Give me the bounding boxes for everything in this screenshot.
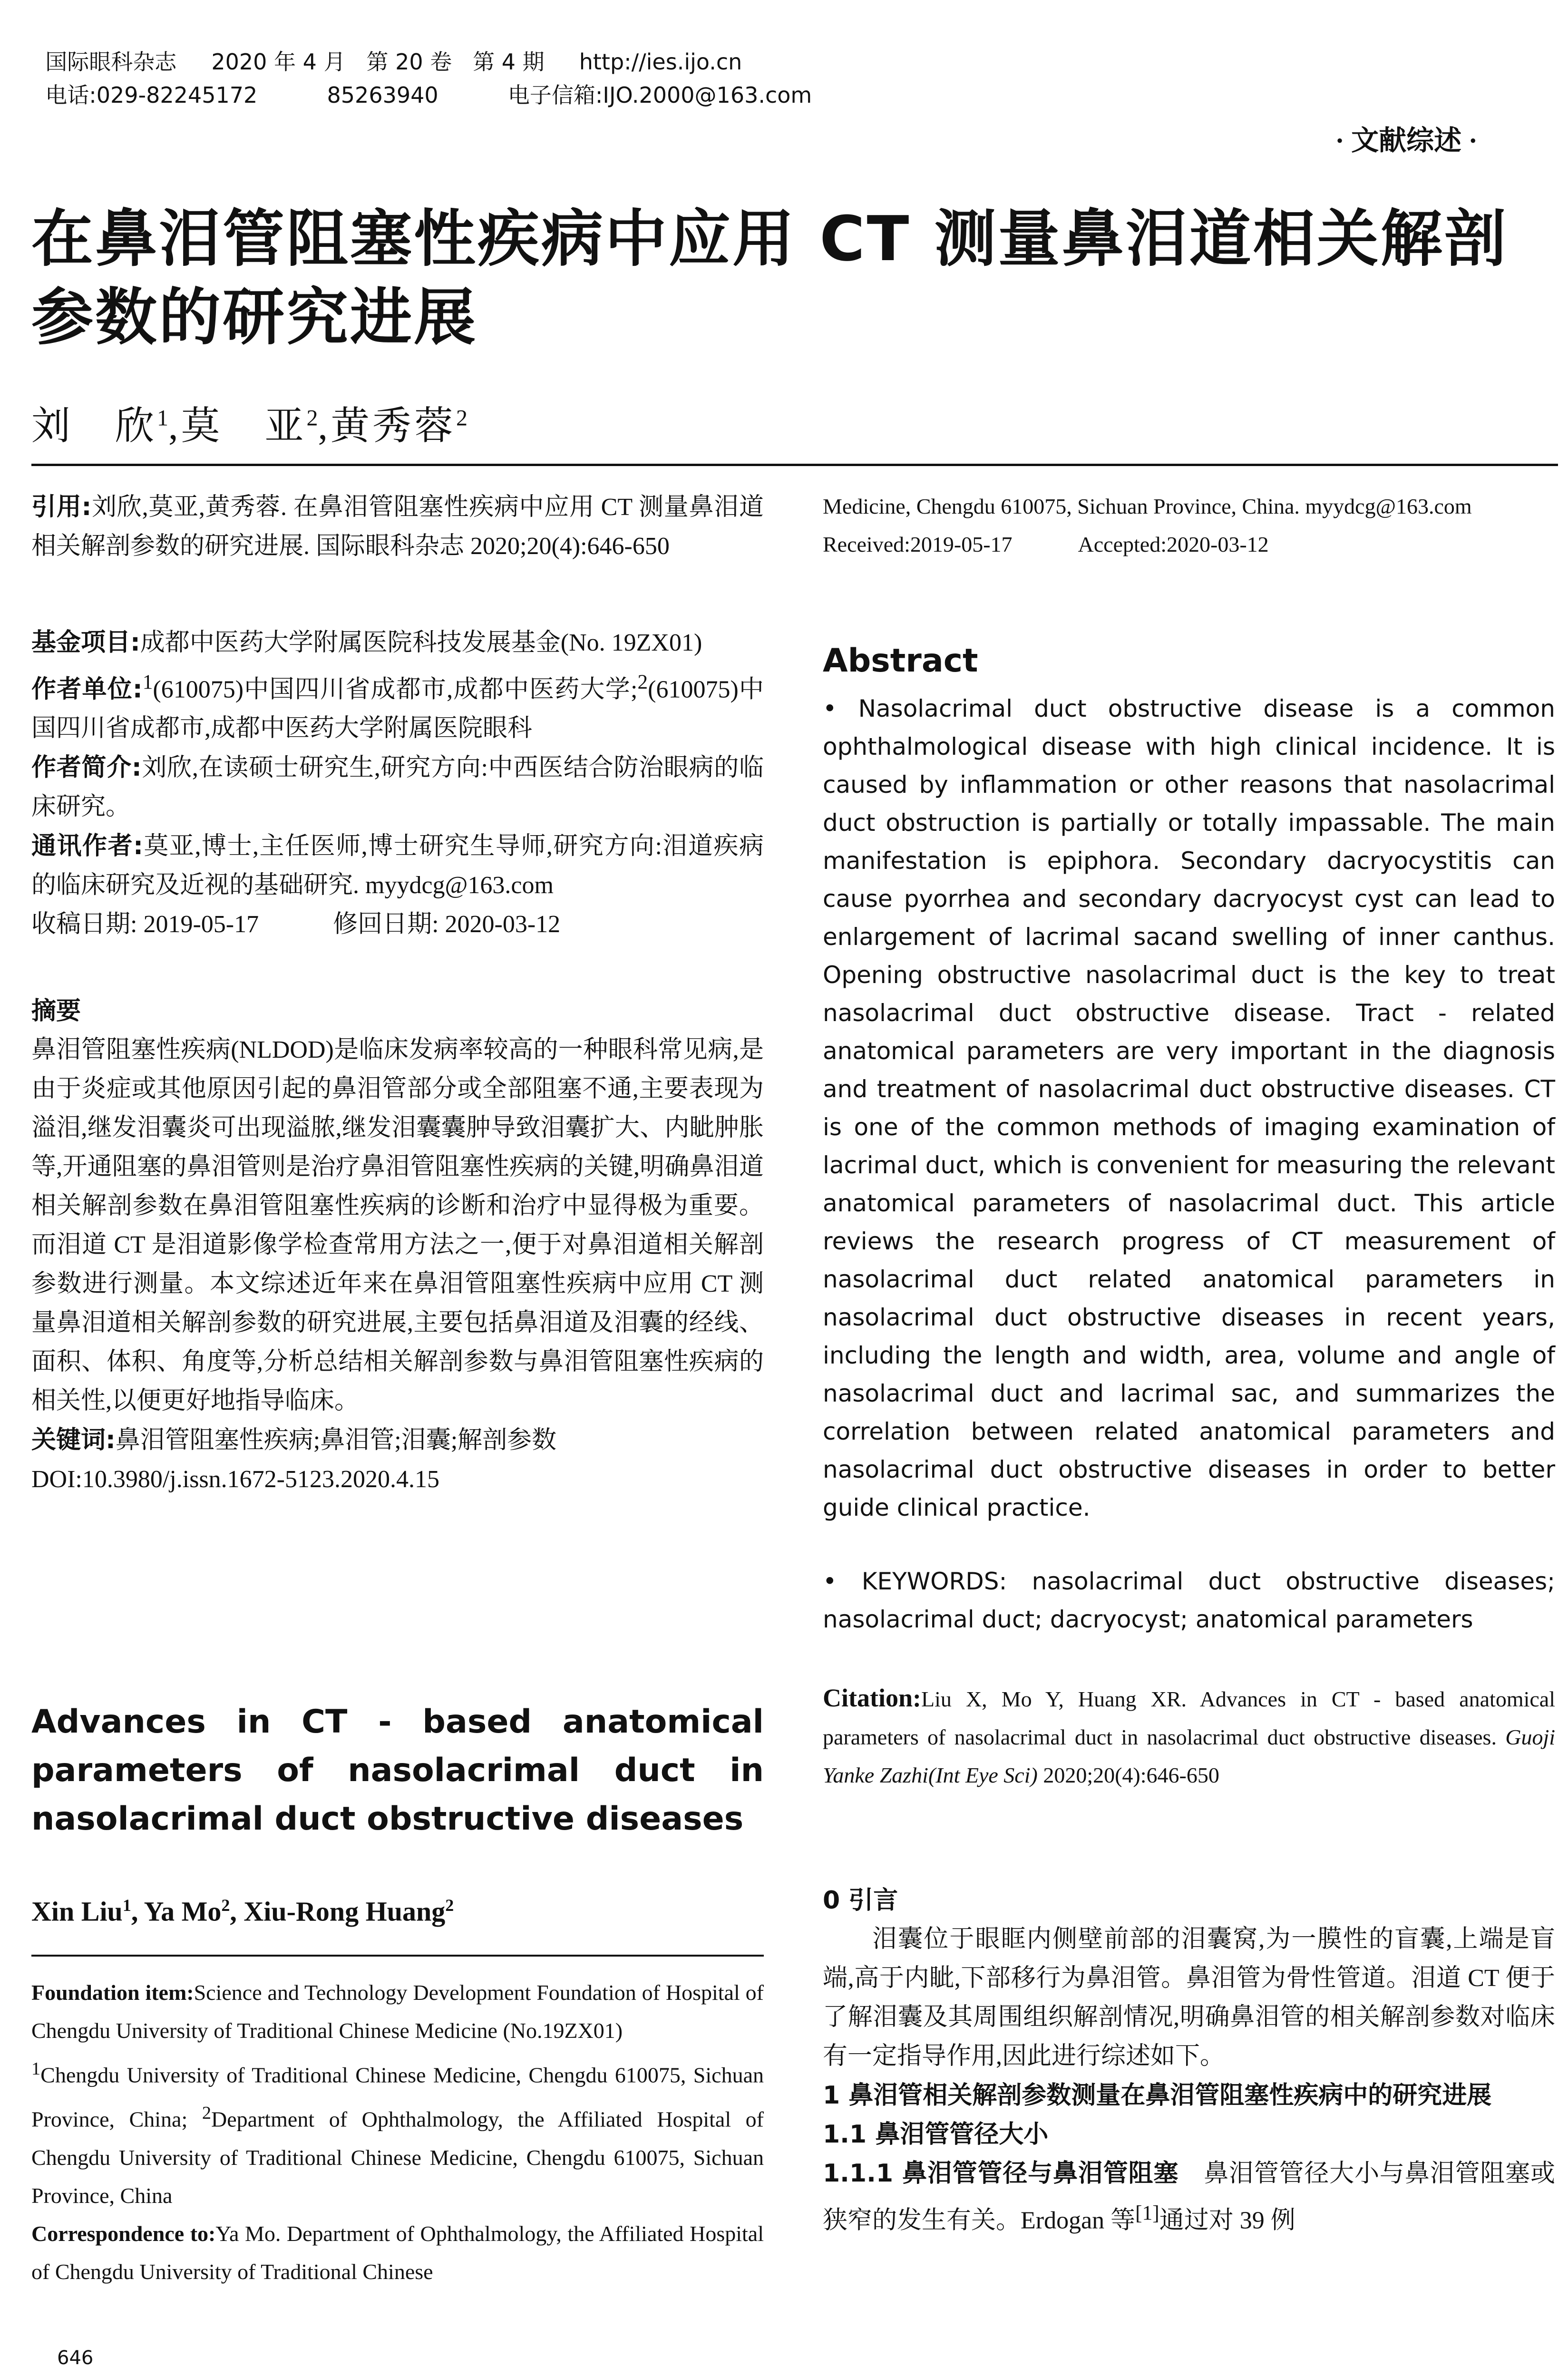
en-aff-text-1: Chengdu University of Traditional Chinese Medicine, Chengdu 610075, Sichuan Province, China; (31, 2063, 764, 2132)
section-1-1-1-text: 鼻泪管管径大小与鼻泪管阻塞或狭窄的发生有关。Erdogan 等 (823, 2160, 1555, 2234)
citation-en (823, 1679, 1555, 1794)
citation-cn-label: 引用: (31, 493, 92, 521)
en-accepted: Accepted:2020-03-12 (1078, 532, 1269, 556)
author-line (31, 395, 467, 450)
dates-cn: 收稿日期: 2019-05-17 修回日期: 2020-03-12 (31, 911, 561, 938)
section-0-text: 泪囊位于眼眶内侧壁前部的泪囊窝,为一膜性的盲囊,上端是盲端,高于内眦,下部移行为鼻泪管。鼻泪管为骨性管道。泪道 CT 便于了解泪囊及其周围组织解剖情况,明确鼻泪管的相关解剖参数对临床有一定指导作用,因此进行综述如下。 (823, 1926, 1555, 2070)
section-tag: · 文献综述 · (1335, 125, 1478, 156)
fund-cn-text: 成都中医药大学附属医院科技发展基金(No. 19ZX01) (140, 629, 702, 656)
page-number: 646 (57, 2347, 94, 2369)
en-fund (31, 1974, 764, 2050)
left-column (31, 487, 764, 1499)
en-corr-text: Ya Mo. Department of Ophthalmology, the Affiliated Hospital of Chengdu University of Traditional Chinese (31, 2221, 764, 2284)
en-affiliations (31, 2050, 764, 2215)
en-aff-sup-2: 2 (202, 2103, 211, 2124)
en-dates (823, 526, 1555, 564)
citation-en-para (823, 1679, 1555, 1794)
journal-email: 电子信箱:IJO.2000@163.com (507, 82, 812, 108)
section-1-1-1 (823, 2154, 1555, 2240)
fund-cn (31, 623, 764, 662)
en-aff-text-2: Department of Ophthalmology, the Affiliated Hospital of Chengdu University of Traditional Chinese Medicine, Chengdu 610075, Sichuan Province, China (31, 2107, 764, 2208)
citation-en-end: 2020;20(4):646-650 (1043, 1763, 1219, 1787)
unit-cn-text-2: (610075)中国四川省成都市,成都中医药大学附属医院眼科 (31, 676, 764, 742)
unit-cn-label: 作者单位: (31, 675, 143, 704)
author-1-affil: 1 (157, 405, 169, 431)
en-corr-label: Correspondence to: (31, 2221, 216, 2246)
citation-en-text: Liu X, Mo Y, Huang XR. Advances in CT - based anatomical parameters of nasolacrimal duct in nasolacrimal duct obstructive diseases. (823, 1687, 1555, 1749)
unit-sup-1: 1 (142, 671, 153, 693)
keywords-cn (31, 1421, 764, 1460)
en-author-1-affil: 1 (122, 1896, 131, 1915)
bio-cn-text: 刘欣,在读硕士研究生,研究方向:中西医结合防治眼病的临床研究。 (31, 754, 764, 821)
en-fund-label: Foundation item: (31, 1980, 194, 2005)
en-fund-text: Science and Technology Development Foundation of Hospital of Chengdu University of Traditional Chinese Medicine (No.19ZX01) (31, 1980, 764, 2043)
journal-header-line-2 (31, 52, 812, 109)
corr-cn (31, 827, 764, 905)
fund-cn-label: 基金项目: (31, 628, 140, 657)
unit-sup-2: 2 (637, 671, 648, 693)
en-author-3-affil: 2 (445, 1896, 454, 1915)
citation-en-journal: Guoji Yanke Zazhi(Int Eye Sci) (823, 1725, 1555, 1787)
unit-cn (31, 662, 764, 748)
citation-cn-text: 刘欣,莫亚,黄秀蓉. 在鼻泪管阻塞性疾病中应用 CT 测量鼻泪道相关解剖参数的研究进展. 国际眼科杂志 2020;20(4):646-650 (31, 494, 764, 560)
author-3: ,黄秀蓉 (318, 404, 457, 448)
abstract-en-heading: Abstract (823, 642, 978, 680)
en-author-2: , Ya Mo (131, 1896, 222, 1927)
author-2: ,莫 亚 (168, 404, 307, 448)
author-1: 刘 欣 (31, 404, 157, 448)
keywords-en: • KEYWORDS: nasolacrimal duct obstructive diseases; nasolacrimal duct; dacryocyst; anatomical parameters (823, 1568, 1555, 1633)
author-3-affil: 2 (456, 405, 468, 431)
reference-marker[interactable]: [1] (1135, 2202, 1159, 2224)
bio-cn-label: 作者简介: (31, 753, 142, 782)
citation-cn (31, 487, 764, 566)
right-front-matter (823, 487, 1555, 564)
unit-cn-text-1: (610075)中国四川省成都市,成都中医药大学; (153, 676, 638, 703)
en-author-3: , Xiu-Rong Huang (230, 1896, 446, 1927)
section-1-1-1-text-2: 通过对 39 例 (1159, 2207, 1295, 2234)
citation-en-label: Citation: (823, 1684, 921, 1712)
section-1-1-1-heading: 1.1.1 鼻泪管管径与鼻泪管阻塞 (823, 2159, 1179, 2188)
english-author-line (31, 1895, 454, 1927)
section-1-heading: 1 鼻泪管相关解剖参数测量在鼻泪管阻塞性疾病中的研究进展 (823, 2081, 1492, 2110)
keywords-cn-label: 关键词: (31, 1426, 116, 1455)
en-received: Received:2019-05-17 (823, 532, 1013, 556)
en-correspondence (31, 2215, 764, 2291)
corr-cn-label: 通讯作者: (31, 832, 143, 861)
author-2-affil: 2 (306, 405, 318, 431)
journal-phone: 电话:029-82245172 (45, 82, 258, 108)
journal-phone-2: 85263940 (327, 82, 438, 108)
journal-name: 国际眼科杂志 (45, 49, 177, 75)
en-corr-continued: Medicine, Chengdu 610075, Sichuan Province, China. myydcg@163.com (823, 494, 1472, 518)
en-author-2-affil: 2 (221, 1896, 230, 1915)
journal-url[interactable]: http://ies.ijo.cn (579, 49, 742, 75)
section-0-heading: 0 引言 (823, 1886, 898, 1915)
abstract-cn-text: 鼻泪管阻塞性疾病(NLDOD)是临床发病率较高的一种眼科常见病,是由于炎症或其他原因引起的鼻泪管部分或全部阻塞不通,主要表现为溢泪,继发泪囊炎可出现溢脓,继发泪囊囊肿导致泪囊扩大、内眦肿胀等,开通阻塞的鼻泪管则是治疗鼻泪管阻塞性疾病的关键,明确鼻泪道相关解剖参数在鼻泪管阻塞性疾病的诊断和治疗中显得极为重要。而泪道 CT 是泪道影像学检查常用方法之一,便于对鼻泪道相关解剖参数进行测量。本文综述近年来在鼻泪管阻塞性疾病中应用 CT 测量鼻泪道相关解剖参数的研究进展,主要包括鼻泪道及泪囊的经线、面积、体积、角度等,分析总结相关解剖参数与鼻泪管阻塞性疾病的相关性,以便更好地指导临床。 (31, 1036, 764, 1415)
title-rule (31, 464, 1558, 466)
article-title: 在鼻泪管阻塞性疾病中应用 CT 测量鼻泪道相关解剖参数的研究进展 (31, 203, 1508, 353)
section-1-1-heading: 1.1 鼻泪管管径大小 (823, 2120, 1049, 2149)
corr-cn-text: 莫亚,博士,主任医师,博士研究生导师,研究方向:泪道疾病的临床研究及近视的基础研究. myydcg@163.com (31, 833, 764, 899)
abstract-en-text: • Nasolacrimal duct obstructive disease is a common ophthalmological disease with high clinical incidence. It is caused by inflammation or other reasons that nasolacrimal duct obstruction is partially or totally impassable. The main manifestation is epiphora. Secondary dacryocystitis can cause pyorrhea and secondary dacryocyst cyst can lead to enlargement of lacrimal sacand swelling of inner canthus. Opening obstructive nasolacrimal duct is the key to treat nasolacrimal duct obstructive disease. Tract - related anatomical parameters are very important in the diagnosis and treatment of nasolacrimal duct obstructive diseases. CT is one of the common methods of imaging examination of lacrimal duct, which is convenient for measuring the relevant anatomical parameters of nasolacrimal duct. This article reviews the research progress of CT measurement of nasolacrimal duct related anatomical parameters in nasolacrimal duct obstructive diseases in recent years, including the length and width, area, volume and angle of nasolacrimal duct and lacrimal sac, and summarizes the correlation between related anatomical parameters and nasolacrimal duct obstructive diseases in order to better guide clinical practice. (823, 695, 1555, 1521)
body-intro (823, 1881, 1555, 2240)
english-title: Advances in CT - based anatomical parameters of nasolacrimal duct in nasolacrimal duct obstructive diseases (31, 1703, 764, 1838)
journal-issue: 2020 年 4 月 第 20 卷 第 4 期 (211, 49, 545, 75)
en-author-1: Xin Liu (31, 1896, 123, 1927)
doi[interactable]: DOI:10.3980/j.issn.1672-5123.2020.4.15 (31, 1466, 439, 1493)
english-front-matter (31, 1974, 764, 2291)
keywords-cn-text: 鼻泪管阻塞性疾病;鼻泪管;泪囊;解剖参数 (115, 1427, 557, 1454)
bio-cn (31, 748, 764, 827)
abstract-cn-label: 摘要 (31, 997, 81, 1026)
english-author-rule (31, 1955, 764, 1957)
en-aff-sup-1: 1 (31, 2059, 41, 2079)
